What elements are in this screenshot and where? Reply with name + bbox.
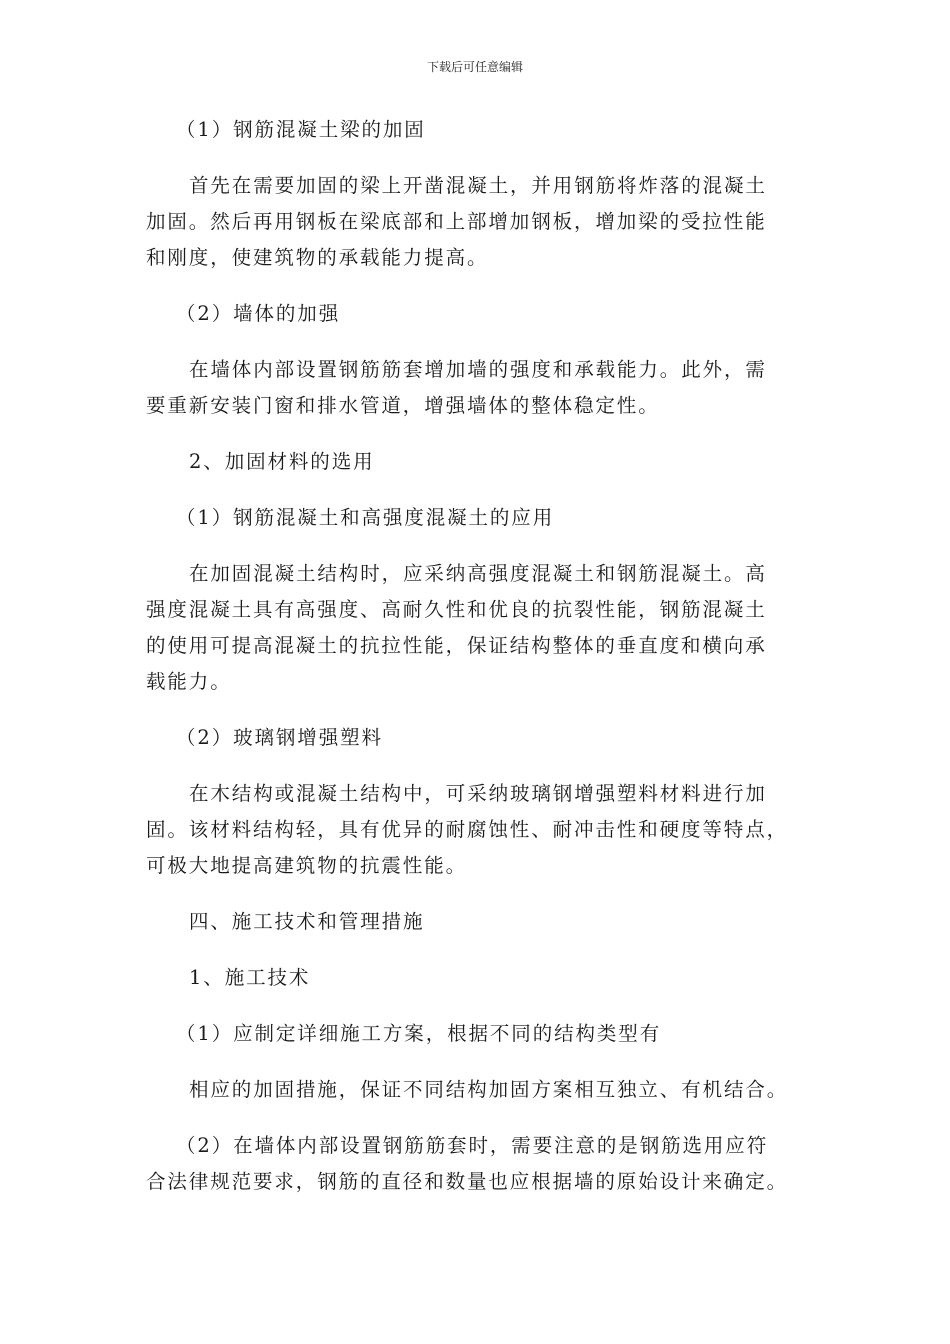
text-line: 合法律规范要求，钢筋的直径和数量也应根据墙的原始设计来确定。 [146,1170,789,1193]
text-line: 强度混凝土具有高强度、高耐久性和优良的抗裂性能，钢筋混凝土 [146,598,767,621]
text-line: 可极大地提高建筑物的抗震性能。 [146,854,468,877]
text-line: （1）钢筋混凝土梁的加固 [176,118,426,141]
text-line: （1）应制定详细施工方案，根据不同的结构类型有 [176,1022,662,1045]
text-line: （2）在墙体内部设置钢筋筋套时，需要注意的是钢筋选用应符 [176,1134,769,1157]
subsection-technique-heading [146,960,798,996]
text-line: 要重新安装门窗和排水管道，增强墙体的整体稳定性。 [146,394,660,417]
text-line: 1、施工技术 [189,966,311,989]
text-line: 2、加固材料的选用 [189,450,375,473]
paragraph-wall-heading [146,296,798,332]
text-line: 在墙体内部设置钢筋筋套增加墙的强度和承载能力。此外，需 [189,358,767,381]
text-line: （1）钢筋混凝土和高强度混凝土的应用 [176,506,555,529]
text-line: 在木结构或混凝土结构中，可采纳玻璃钢增强塑料材料进行加 [189,782,767,805]
text-line: 相应的加固措施，保证不同结构加固方案相互独立、有机结合。 [189,1078,789,1101]
text-line: （2）墙体的加强 [176,302,341,325]
paragraph-concrete-heading [146,500,798,536]
text-line: 加固。然后再用钢板在梁底部和上部增加钢板，增加梁的受拉性能 [146,210,767,233]
paragraph-plan-item [146,1016,798,1052]
paragraph-plan-continuation [146,1072,798,1108]
section-materials-heading [146,444,798,480]
paragraph-wall-body [146,352,798,424]
text-line: 在加固混凝土结构时，应采纳高强度混凝土和钢筋混凝土。高 [189,562,767,585]
paragraph-rebar-item [146,1128,798,1200]
text-line: 载能力。 [146,670,232,693]
text-line: 的使用可提高混凝土的抗拉性能，保证结构整体的垂直度和横向承 [146,634,767,657]
paragraph-beam-body [146,168,798,276]
paragraph-beam-heading [146,112,798,148]
paragraph-frp-body [146,776,798,884]
text-line: 四、施工技术和管理措施 [189,910,425,933]
paragraph-frp-heading [146,720,798,756]
section-construction-heading [146,904,798,940]
text-line: 首先在需要加固的梁上开凿混凝土，并用钢筋将炸落的混凝土 [189,174,767,197]
text-line: 和刚度，使建筑物的承载能力提高。 [146,246,489,269]
text-line: （2）玻璃钢增强塑料 [176,726,383,749]
page-header: 下载后可任意编辑 [426,60,523,74]
text-line: 固。该材料结构轻，具有优异的耐腐蚀性、耐冲击性和硬度等特点， [146,818,789,841]
paragraph-concrete-body [146,556,798,700]
document-body [146,112,798,1200]
